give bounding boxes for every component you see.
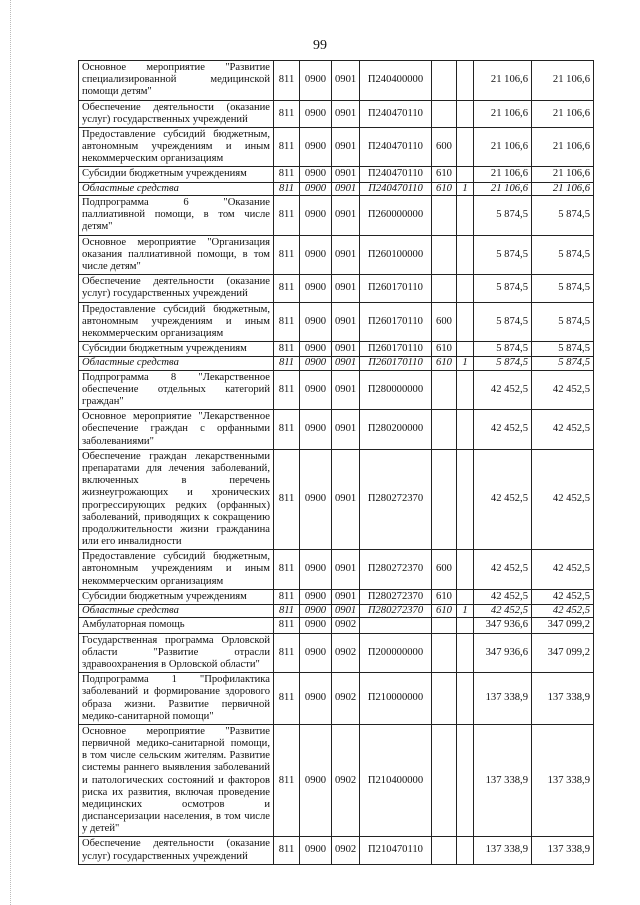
target-article-cell: П240470110 <box>360 182 432 196</box>
funding-code-cell <box>457 370 474 410</box>
expense-type-cell: 610 <box>432 589 457 604</box>
row-name-cell: Амбулаторная помощь <box>79 618 274 633</box>
expense-type-cell <box>432 61 457 101</box>
sum-year2-cell: 42 452,5 <box>532 410 594 450</box>
sum-year1-cell: 42 452,5 <box>474 449 532 549</box>
podrazdel-cell: 0902 <box>332 618 360 633</box>
row-name-cell: Подпрограмма 8 "Лекарственное обеспечение отдельных категорий граждан" <box>79 370 274 410</box>
sum-year2-cell: 5 874,5 <box>532 275 594 302</box>
sum-year2-cell: 21 106,6 <box>532 61 594 101</box>
funding-code-cell <box>457 61 474 101</box>
podrazdel-cell: 0901 <box>332 589 360 604</box>
vedomstvo-cell: 811 <box>274 302 300 342</box>
vedomstvo-cell: 811 <box>274 182 300 196</box>
vedomstvo-cell: 811 <box>274 618 300 633</box>
expense-type-cell <box>432 100 457 127</box>
expense-type-cell <box>432 449 457 549</box>
row-name-cell: Обеспечение деятельности (оказание услуг) государственных учреждений <box>79 837 274 864</box>
razdel-cell: 0900 <box>300 167 332 182</box>
funding-code-cell <box>457 724 474 837</box>
podrazdel-cell: 0901 <box>332 275 360 302</box>
row-name-cell: Субсидии бюджетным учреждениям <box>79 342 274 357</box>
expense-type-cell: 610 <box>432 357 457 371</box>
funding-code-cell <box>457 196 474 236</box>
target-article-cell: П260170110 <box>360 275 432 302</box>
row-name-cell: Обеспечение деятельности (оказание услуг) государственных учреждений <box>79 100 274 127</box>
vedomstvo-cell: 811 <box>274 633 300 673</box>
row-name-cell: Предоставление субсидий бюджетным, автономным учреждениям и иным некоммерческим организациям <box>79 127 274 167</box>
row-name-cell: Подпрограмма 1 "Профилактика заболеваний и формирование здорового образа жизни. Развитие первичной медико-санитарной помощи" <box>79 673 274 725</box>
funding-code-cell <box>457 302 474 342</box>
expense-type-cell: 610 <box>432 167 457 182</box>
table-row <box>79 449 594 549</box>
razdel-cell: 0900 <box>300 342 332 357</box>
razdel-cell: 0900 <box>300 357 332 371</box>
vedomstvo-cell: 811 <box>274 449 300 549</box>
razdel-cell: 0900 <box>300 449 332 549</box>
sum-year2-cell: 42 452,5 <box>532 449 594 549</box>
razdel-cell: 0900 <box>300 275 332 302</box>
razdel-cell: 0900 <box>300 182 332 196</box>
vedomstvo-cell: 811 <box>274 61 300 101</box>
sum-year1-cell: 5 874,5 <box>474 196 532 236</box>
row-name-cell: Субсидии бюджетным учреждениям <box>79 589 274 604</box>
podrazdel-cell: 0901 <box>332 196 360 236</box>
podrazdel-cell: 0901 <box>332 449 360 549</box>
sum-year2-cell: 21 106,6 <box>532 167 594 182</box>
funding-code-cell <box>457 633 474 673</box>
target-article-cell: П240470110 <box>360 167 432 182</box>
funding-code-cell <box>457 127 474 167</box>
sum-year1-cell: 21 106,6 <box>474 167 532 182</box>
target-article-cell: П260170110 <box>360 302 432 342</box>
podrazdel-cell: 0901 <box>332 550 360 590</box>
table-row <box>79 196 594 236</box>
razdel-cell: 0900 <box>300 837 332 864</box>
row-name-cell: Предоставление субсидий бюджетным, автономным учреждениям и иным некоммерческим организациям <box>79 550 274 590</box>
funding-code-cell <box>457 449 474 549</box>
sum-year1-cell: 137 338,9 <box>474 673 532 725</box>
funding-code-cell <box>457 837 474 864</box>
vedomstvo-cell: 811 <box>274 673 300 725</box>
row-name-cell: Основное мероприятие "Развитие первичной медико-санитарной помощи, в том числе сельским жителям. Развитие системы раннего выявления заболеваний и патологических состояний и факторов риска их развития, включая проведение медицинских осмотров и диспансеризации населения, в том числе у детей" <box>79 724 274 837</box>
row-name-cell: Субсидии бюджетным учреждениям <box>79 167 274 182</box>
vedomstvo-cell: 811 <box>274 127 300 167</box>
sum-year2-cell: 347 099,2 <box>532 633 594 673</box>
table-row <box>79 127 594 167</box>
vedomstvo-cell: 811 <box>274 370 300 410</box>
row-name-cell: Основное мероприятие "Организация оказания паллиативной помощи, в том числе детям" <box>79 235 274 275</box>
vedomstvo-cell: 811 <box>274 275 300 302</box>
sum-year2-cell: 5 874,5 <box>532 196 594 236</box>
razdel-cell: 0900 <box>300 724 332 837</box>
target-article-cell: П260170110 <box>360 357 432 371</box>
expense-type-cell <box>432 196 457 236</box>
podrazdel-cell: 0901 <box>332 302 360 342</box>
razdel-cell: 0900 <box>300 127 332 167</box>
sum-year1-cell: 21 106,6 <box>474 100 532 127</box>
expense-type-cell: 610 <box>432 182 457 196</box>
sum-year1-cell: 137 338,9 <box>474 724 532 837</box>
sum-year2-cell: 42 452,5 <box>532 550 594 590</box>
table-row <box>79 633 594 673</box>
target-article-cell: П280200000 <box>360 410 432 450</box>
funding-code-cell <box>457 550 474 590</box>
table-row <box>79 604 594 618</box>
target-article-cell: П260100000 <box>360 235 432 275</box>
razdel-cell: 0900 <box>300 604 332 618</box>
row-name-cell: Областные средства <box>79 357 274 371</box>
row-name-cell: Основное мероприятие "Лекарственное обеспечение граждан с орфанными заболеваниями" <box>79 410 274 450</box>
podrazdel-cell: 0901 <box>332 342 360 357</box>
row-name-cell: Государственная программа Орловской области "Развитие отрасли здравоохранения в Орловской области" <box>79 633 274 673</box>
sum-year1-cell: 347 936,6 <box>474 618 532 633</box>
target-article-cell: П280272370 <box>360 550 432 590</box>
sum-year1-cell: 42 452,5 <box>474 410 532 450</box>
target-article-cell: П240400000 <box>360 61 432 101</box>
target-article-cell: П240470110 <box>360 100 432 127</box>
funding-code-cell <box>457 589 474 604</box>
target-article-cell: П280272370 <box>360 589 432 604</box>
razdel-cell: 0900 <box>300 618 332 633</box>
razdel-cell: 0900 <box>300 61 332 101</box>
razdel-cell: 0900 <box>300 410 332 450</box>
sum-year2-cell: 42 452,5 <box>532 370 594 410</box>
sum-year2-cell: 5 874,5 <box>532 235 594 275</box>
expense-type-cell <box>432 410 457 450</box>
table-row <box>79 837 594 864</box>
podrazdel-cell: 0901 <box>332 100 360 127</box>
target-article-cell: П210470110 <box>360 837 432 864</box>
sum-year2-cell: 21 106,6 <box>532 182 594 196</box>
target-article-cell: П210400000 <box>360 724 432 837</box>
sum-year1-cell: 42 452,5 <box>474 589 532 604</box>
table-row <box>79 167 594 182</box>
table-row <box>79 235 594 275</box>
expense-type-cell <box>432 618 457 633</box>
funding-code-cell <box>457 275 474 302</box>
funding-code-cell <box>457 235 474 275</box>
row-name-cell: Предоставление субсидий бюджетным, автономным учреждениям и иным некоммерческим организациям <box>79 302 274 342</box>
target-article-cell: П280272370 <box>360 604 432 618</box>
table-row <box>79 550 594 590</box>
expense-type-cell <box>432 633 457 673</box>
page-number: 99 <box>313 38 327 53</box>
podrazdel-cell: 0902 <box>332 837 360 864</box>
podrazdel-cell: 0901 <box>332 61 360 101</box>
razdel-cell: 0900 <box>300 673 332 725</box>
podrazdel-cell: 0901 <box>332 357 360 371</box>
sum-year2-cell: 21 106,6 <box>532 127 594 167</box>
vedomstvo-cell: 811 <box>274 342 300 357</box>
table-row <box>79 618 594 633</box>
funding-code-cell <box>457 167 474 182</box>
funding-code-cell: 1 <box>457 182 474 196</box>
podrazdel-cell: 0901 <box>332 370 360 410</box>
razdel-cell: 0900 <box>300 100 332 127</box>
row-name-cell: Обеспечение граждан лекарственными препаратами для лечения заболеваний, включенных в перечень жизнеугрожающих и хронических прогрессирующих редких (орфанных) заболеваний, приводящих к сокращению продолжительности жизни гражданина или его инвалидности <box>79 449 274 549</box>
target-article-cell <box>360 618 432 633</box>
table-row <box>79 182 594 196</box>
funding-code-cell <box>457 410 474 450</box>
expense-type-cell <box>432 837 457 864</box>
funding-code-cell <box>457 342 474 357</box>
podrazdel-cell: 0901 <box>332 410 360 450</box>
row-name-cell: Обеспечение деятельности (оказание услуг) государственных учреждений <box>79 275 274 302</box>
row-name-cell: Областные средства <box>79 604 274 618</box>
razdel-cell: 0900 <box>300 302 332 342</box>
table-row <box>79 724 594 837</box>
vedomstvo-cell: 811 <box>274 589 300 604</box>
sum-year1-cell: 5 874,5 <box>474 275 532 302</box>
podrazdel-cell: 0901 <box>332 167 360 182</box>
budget-table-body <box>79 61 594 865</box>
vedomstvo-cell: 811 <box>274 196 300 236</box>
target-article-cell: П210000000 <box>360 673 432 725</box>
expense-type-cell: 610 <box>432 342 457 357</box>
table-row <box>79 342 594 357</box>
sum-year1-cell: 5 874,5 <box>474 342 532 357</box>
razdel-cell: 0900 <box>300 235 332 275</box>
sum-year1-cell: 21 106,6 <box>474 61 532 101</box>
expense-type-cell: 600 <box>432 550 457 590</box>
sum-year1-cell: 42 452,5 <box>474 370 532 410</box>
target-article-cell: П260170110 <box>360 342 432 357</box>
row-name-cell: Областные средства <box>79 182 274 196</box>
podrazdel-cell: 0902 <box>332 633 360 673</box>
sum-year2-cell: 347 099,2 <box>532 618 594 633</box>
table-row <box>79 61 594 101</box>
podrazdel-cell: 0901 <box>332 182 360 196</box>
funding-code-cell <box>457 618 474 633</box>
sum-year1-cell: 21 106,6 <box>474 127 532 167</box>
target-article-cell: П200000000 <box>360 633 432 673</box>
funding-code-cell: 1 <box>457 357 474 371</box>
binding-margin-dots <box>10 0 13 905</box>
target-article-cell: П280000000 <box>360 370 432 410</box>
sum-year1-cell: 5 874,5 <box>474 235 532 275</box>
sum-year2-cell: 5 874,5 <box>532 342 594 357</box>
podrazdel-cell: 0902 <box>332 724 360 837</box>
vedomstvo-cell: 811 <box>274 837 300 864</box>
podrazdel-cell: 0901 <box>332 127 360 167</box>
vedomstvo-cell: 811 <box>274 550 300 590</box>
sum-year2-cell: 5 874,5 <box>532 357 594 371</box>
row-name-cell: Основное мероприятие "Развитие специализированной медицинской помощи детям" <box>79 61 274 101</box>
vedomstvo-cell: 811 <box>274 410 300 450</box>
table-row <box>79 100 594 127</box>
target-article-cell: П260000000 <box>360 196 432 236</box>
sum-year1-cell: 137 338,9 <box>474 837 532 864</box>
vedomstvo-cell: 811 <box>274 100 300 127</box>
expense-type-cell <box>432 275 457 302</box>
vedomstvo-cell: 811 <box>274 167 300 182</box>
table-row <box>79 370 594 410</box>
target-article-cell: П280272370 <box>360 449 432 549</box>
sum-year1-cell: 5 874,5 <box>474 357 532 371</box>
expense-type-cell: 610 <box>432 604 457 618</box>
vedomstvo-cell: 811 <box>274 724 300 837</box>
row-name-cell: Подпрограмма 6 "Оказание паллиативной помощи, в том числе детям" <box>79 196 274 236</box>
podrazdel-cell: 0902 <box>332 673 360 725</box>
funding-code-cell <box>457 100 474 127</box>
razdel-cell: 0900 <box>300 589 332 604</box>
expense-type-cell <box>432 370 457 410</box>
funding-code-cell <box>457 673 474 725</box>
sum-year2-cell: 137 338,9 <box>532 673 594 725</box>
sum-year2-cell: 42 452,5 <box>532 589 594 604</box>
target-article-cell: П240470110 <box>360 127 432 167</box>
sum-year1-cell: 42 452,5 <box>474 550 532 590</box>
expense-type-cell <box>432 673 457 725</box>
razdel-cell: 0900 <box>300 370 332 410</box>
razdel-cell: 0900 <box>300 633 332 673</box>
table-row <box>79 302 594 342</box>
expense-type-cell: 600 <box>432 127 457 167</box>
sum-year2-cell: 137 338,9 <box>532 724 594 837</box>
sum-year2-cell: 137 338,9 <box>532 837 594 864</box>
table-row <box>79 673 594 725</box>
table-row <box>79 275 594 302</box>
razdel-cell: 0900 <box>300 196 332 236</box>
funding-code-cell: 1 <box>457 604 474 618</box>
expense-type-cell: 600 <box>432 302 457 342</box>
expense-type-cell <box>432 235 457 275</box>
expense-type-cell <box>432 724 457 837</box>
sum-year2-cell: 21 106,6 <box>532 100 594 127</box>
table-row <box>79 357 594 371</box>
sum-year1-cell: 21 106,6 <box>474 182 532 196</box>
sum-year2-cell: 42 452,5 <box>532 604 594 618</box>
podrazdel-cell: 0901 <box>332 604 360 618</box>
sum-year2-cell: 5 874,5 <box>532 302 594 342</box>
razdel-cell: 0900 <box>300 550 332 590</box>
vedomstvo-cell: 811 <box>274 235 300 275</box>
table-row <box>79 589 594 604</box>
sum-year1-cell: 42 452,5 <box>474 604 532 618</box>
vedomstvo-cell: 811 <box>274 357 300 371</box>
podrazdel-cell: 0901 <box>332 235 360 275</box>
vedomstvo-cell: 811 <box>274 604 300 618</box>
table-row <box>79 410 594 450</box>
sum-year1-cell: 347 936,6 <box>474 633 532 673</box>
sum-year1-cell: 5 874,5 <box>474 302 532 342</box>
budget-table <box>78 60 594 865</box>
